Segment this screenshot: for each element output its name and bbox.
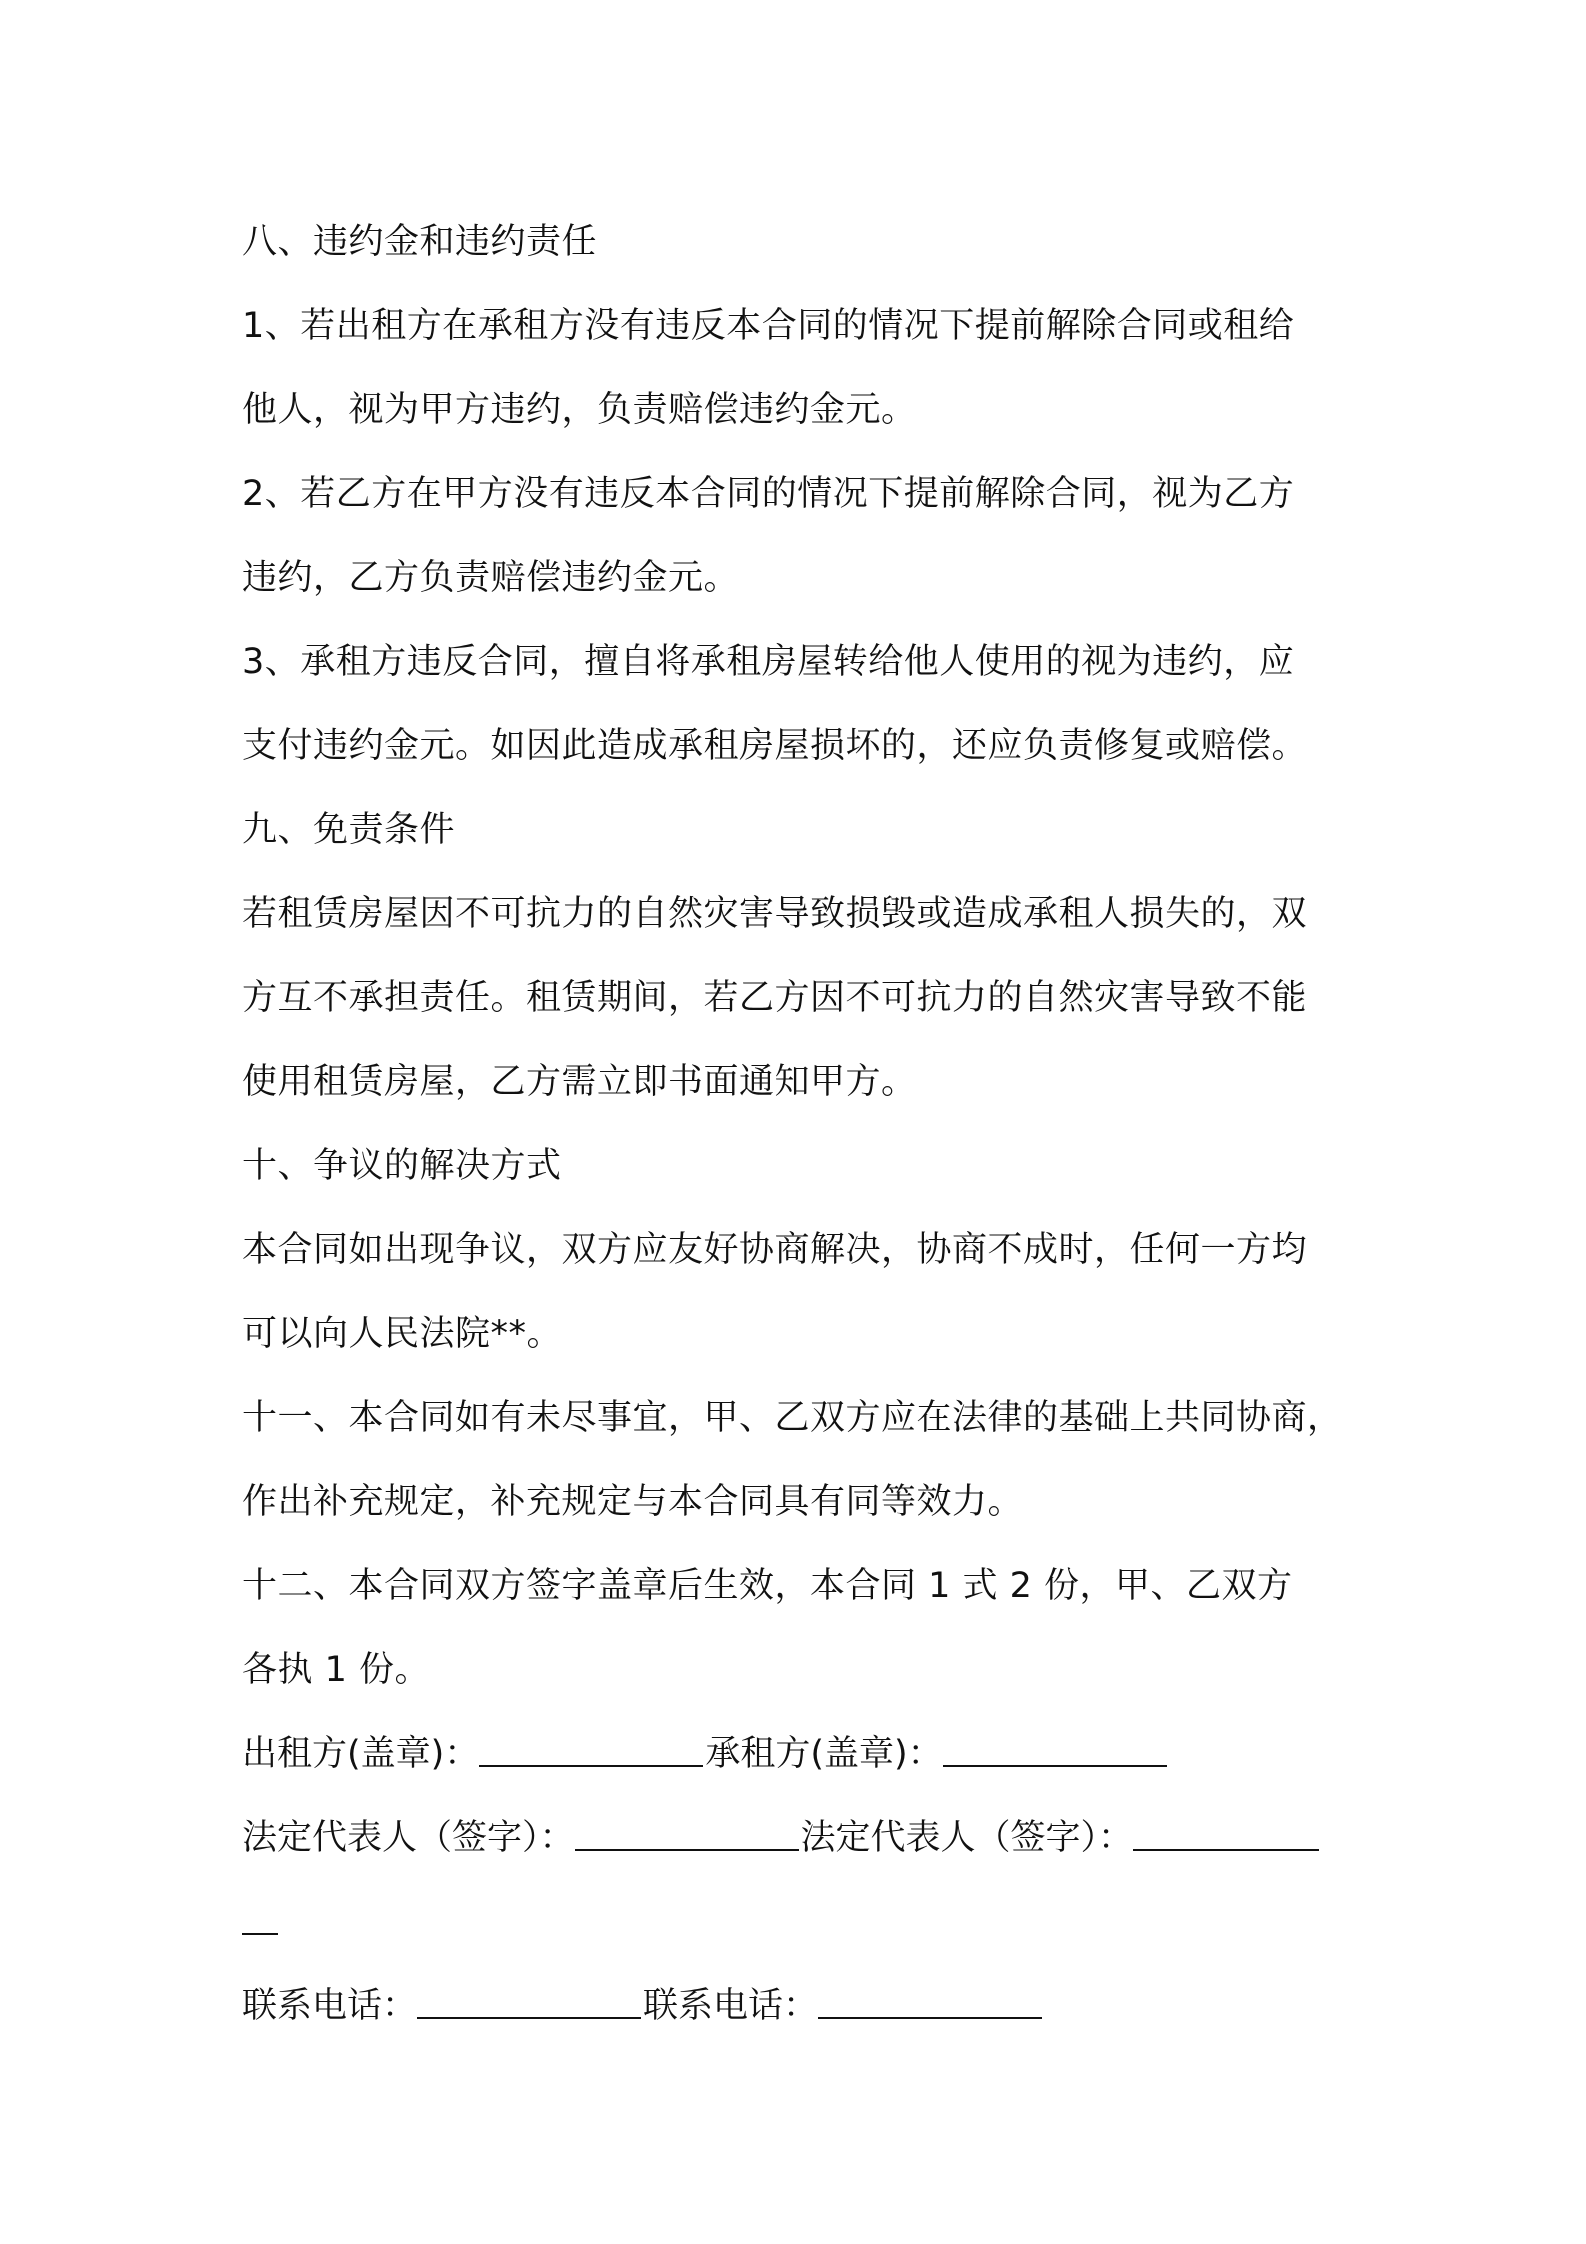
legal-rep-blank-2-overflow[interactable] <box>242 1899 278 1935</box>
section-heading-dispute: 十、争议的解决方式 <box>242 1146 562 1186</box>
paragraph-line: 支付违约金元。如因此造成承租房屋损坏的，还应负责修复或赔偿。 <box>242 726 1308 766</box>
phone-label-2: 联系电话： <box>643 1986 819 2026</box>
paragraph-line: 本合同如出现争议，双方应友好协商解决，协商不成时，任何一方均 <box>242 1230 1308 1270</box>
section-heading-breach: 八、违约金和违约责任 <box>242 222 598 262</box>
paragraph-line: 2、若乙方在甲方没有违反本合同的情况下提前解除合同，视为乙方 <box>242 474 1295 514</box>
paragraph-line: 十一、本合同如有未尽事宜，甲、乙双方应在法律的基础上共同协商， <box>242 1398 1343 1438</box>
lessor-seal-blank[interactable] <box>479 1731 703 1767</box>
paragraph-line: 可以向人民法院**。 <box>242 1314 563 1354</box>
lessor-seal-label: 出租方(盖章)： <box>242 1734 480 1774</box>
signature-row-overflow <box>242 1880 1362 1964</box>
paragraph-line: 十二、本合同双方签字盖章后生效，本合同 1 式 2 份，甲、乙双方 <box>242 1566 1293 1606</box>
paragraph-line: 1、若出租方在承租方没有违反本合同的情况下提前解除合同或租给 <box>242 306 1295 346</box>
legal-rep-blank-2[interactable] <box>1133 1815 1319 1851</box>
lessee-seal-blank[interactable] <box>943 1731 1167 1767</box>
legal-rep-label-2: 法定代表人（签字）： <box>800 1818 1134 1858</box>
lessee-seal-label: 承租方(盖章)： <box>705 1734 943 1774</box>
paragraph-line: 3、承租方违反合同，擅自将承租房屋转给他人使用的视为违约，应 <box>242 642 1295 682</box>
paragraph-line: 方互不承担责任。租赁期间，若乙方因不可抗力的自然灾害导致不能 <box>242 978 1308 1018</box>
legal-rep-blank-1[interactable] <box>575 1815 799 1851</box>
phone-blank-2[interactable] <box>818 1983 1042 2019</box>
paragraph-line: 使用租赁房屋，乙方需立即书面通知甲方。 <box>242 1062 917 1102</box>
contract-body <box>242 200 1362 2048</box>
paragraph-line: 若租赁房屋因不可抗力的自然灾害导致损毁或造成承租人损失的，双 <box>242 894 1308 934</box>
phone-blank-1[interactable] <box>417 1983 641 2019</box>
legal-rep-label-1: 法定代表人（签字）： <box>242 1818 575 1858</box>
paragraph-line: 各执 1 份。 <box>242 1650 431 1690</box>
signature-row-seal <box>242 1712 1362 1796</box>
signature-row-phone <box>242 1964 1362 2048</box>
section-heading-exemption: 九、免责条件 <box>242 810 456 850</box>
signature-row-legal-rep <box>242 1796 1362 1880</box>
paragraph-line: 他人，视为甲方违约，负责赔偿违约金元。 <box>242 390 917 430</box>
paragraph-line: 违约，乙方负责赔偿违约金元。 <box>242 558 740 598</box>
phone-label-1: 联系电话： <box>242 1986 418 2026</box>
paragraph-line: 作出补充规定，补充规定与本合同具有同等效力。 <box>242 1482 1024 1522</box>
